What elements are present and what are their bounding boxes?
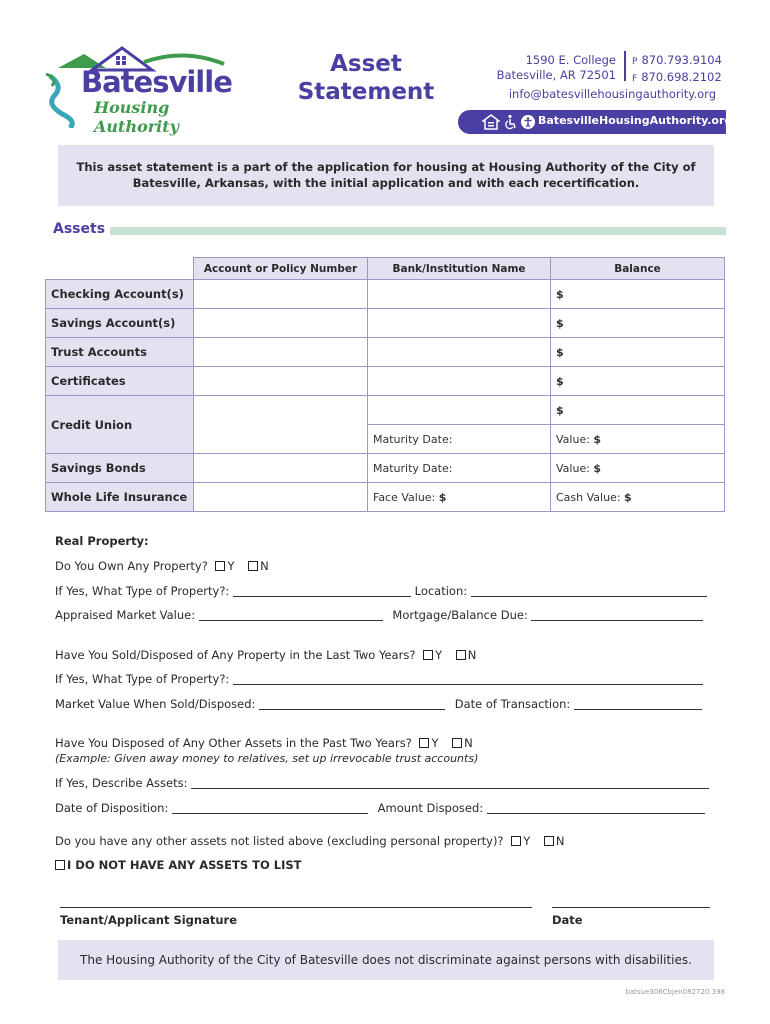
logo-name: Batesville <box>81 65 232 99</box>
phone-block <box>632 53 722 87</box>
row-label-credit-union: Credit Union <box>46 396 194 454</box>
signature-line[interactable] <box>60 907 532 908</box>
property-type-label: If Yes, What Type of Property?: <box>55 584 230 598</box>
savings-account-number-field[interactable] <box>194 309 368 338</box>
equal-housing-icon <box>482 114 500 130</box>
trust-account-number-field[interactable] <box>194 338 368 367</box>
dollar-sign: $ <box>593 432 602 446</box>
table-row <box>46 280 725 309</box>
value-label: Value: <box>556 432 594 446</box>
row-label-trust: Trust Accounts <box>46 338 194 367</box>
phone-label: P <box>632 57 638 67</box>
dollar-sign: $ <box>438 490 447 504</box>
col-bank-name: Bank/Institution Name <box>368 258 551 280</box>
appraised-field[interactable] <box>199 610 383 621</box>
location-field[interactable] <box>471 586 707 597</box>
title-line-2: Statement <box>297 79 435 105</box>
header-blank-cell <box>46 258 194 280</box>
certificates-account-number-field[interactable] <box>194 367 368 396</box>
own-property-row <box>55 559 735 573</box>
disposition-row <box>55 801 735 815</box>
page-title <box>294 50 438 106</box>
assets-table-header <box>46 258 725 280</box>
table-row <box>46 454 725 483</box>
intro-notice: This asset statement is a part of the application for housing at Housing Authority of the City of Batesville, Arkansas, with the initial application and with each recertification. <box>58 145 714 206</box>
describe-assets-row <box>55 776 735 790</box>
life-cash-value-field[interactable] <box>551 483 725 512</box>
dollar-sign: $ <box>593 461 602 475</box>
sold-property-question: Have You Sold/Disposed of Any Property in the Last Two Years? <box>55 648 416 662</box>
credit-union-value-field[interactable] <box>551 425 725 454</box>
other-assets-no-checkbox[interactable] <box>544 836 554 846</box>
trust-balance-field[interactable]: $ <box>551 338 725 367</box>
describe-assets-label: If Yes, Describe Assets: <box>55 776 188 790</box>
face-value-label: Face Value: <box>373 490 439 504</box>
property-type-field[interactable] <box>233 586 411 597</box>
website-bar[interactable] <box>458 110 733 134</box>
savings-bank-field[interactable] <box>368 309 551 338</box>
cash-value-label: Cash Value: <box>556 490 625 504</box>
no-label: N <box>260 559 269 573</box>
address-line-1: 1590 E. College <box>525 53 616 67</box>
other-assets-disposed-question: Have You Disposed of Any Other Assets in the Past Two Years? <box>55 736 412 750</box>
date-disposition-field[interactable] <box>172 803 368 814</box>
row-label-whole-life: Whole Life Insurance <box>46 483 194 512</box>
website-link[interactable]: BatesvilleHousingAuthority.org <box>538 114 733 127</box>
date-line[interactable] <box>552 907 710 908</box>
location-label: Location: <box>414 584 468 598</box>
no-label: N <box>555 834 565 848</box>
row-label-certificates: Certificates <box>46 367 194 396</box>
row-label-savings: Savings Account(s) <box>46 309 194 338</box>
col-account-number: Account or Policy Number <box>194 258 368 280</box>
logo-subtitle: Housing Authority <box>94 98 179 136</box>
bonds-maturity-date-field[interactable]: Maturity Date: <box>368 454 551 483</box>
yes-label: Y <box>431 736 439 750</box>
trust-bank-field[interactable] <box>368 338 551 367</box>
yes-label: Y <box>435 648 443 662</box>
yes-label: Y <box>523 834 531 848</box>
email-link[interactable]: info@batesvillehousingauthority.org <box>508 87 716 101</box>
checking-account-number-field[interactable] <box>194 280 368 309</box>
date-transaction-label: Date of Transaction: <box>454 697 571 711</box>
wheelchair-icon <box>502 114 518 130</box>
no-assets-label: I DO NOT HAVE ANY ASSETS TO LIST <box>67 858 302 872</box>
date-label: Date <box>552 913 583 927</box>
credit-union-bank-field[interactable] <box>368 396 551 425</box>
appraised-label: Appraised Market Value: <box>55 608 196 622</box>
assets-table <box>45 257 725 512</box>
mortgage-label: Mortgage/Balance Due: <box>392 608 528 622</box>
assets-heading-rule <box>110 227 726 235</box>
amount-disposed-field[interactable] <box>487 803 705 814</box>
date-transaction-field[interactable] <box>574 699 702 710</box>
credit-union-maturity-date-field[interactable]: Maturity Date: <box>368 425 551 454</box>
fax-number: 870.698.2102 <box>641 70 722 84</box>
value-label: Value: <box>556 461 594 475</box>
date-disposition-label: Date of Disposition: <box>55 801 169 815</box>
title-line-1: Asset <box>330 51 402 77</box>
disposed-no-checkbox[interactable] <box>452 738 462 748</box>
disposed-yes-checkbox[interactable] <box>419 738 429 748</box>
bonds-account-number-field[interactable] <box>194 454 368 483</box>
phone-number[interactable]: 870.793.9104 <box>641 53 722 67</box>
own-property-question: Do You Own Any Property? <box>55 559 208 573</box>
nondiscrimination-notice: The Housing Authority of the City of Batesville does not discriminate against persons with disabilities. <box>58 940 714 980</box>
checking-balance-field[interactable]: $ <box>551 280 725 309</box>
describe-assets-field[interactable] <box>191 778 709 789</box>
sold-type-label: If Yes, What Type of Property?: <box>55 672 230 686</box>
property-type-row <box>55 584 735 598</box>
form-code: batsue306Cbjen082720.398 <box>625 988 725 996</box>
table-row <box>46 396 725 425</box>
other-assets-yes-checkbox[interactable] <box>511 836 521 846</box>
no-label: N <box>464 736 473 750</box>
sold-type-row <box>55 672 735 686</box>
market-value-field[interactable] <box>259 699 445 710</box>
no-label: N <box>467 648 477 662</box>
address-block <box>496 53 616 83</box>
table-row <box>46 338 725 367</box>
address-line-2: Batesville, AR 72501 <box>496 68 616 82</box>
fax-label: F <box>632 74 638 84</box>
life-face-value-field[interactable] <box>368 483 551 512</box>
table-row <box>46 483 725 512</box>
bonds-value-field[interactable] <box>551 454 725 483</box>
credit-union-account-number-field[interactable] <box>194 396 368 454</box>
market-value-row <box>55 697 735 711</box>
accessibility-person-icon <box>520 114 536 130</box>
certificates-bank-field[interactable] <box>368 367 551 396</box>
row-label-savings-bonds: Savings Bonds <box>46 454 194 483</box>
own-property-no-checkbox[interactable] <box>248 561 258 571</box>
row-label-checking: Checking Account(s) <box>46 280 194 309</box>
col-balance: Balance <box>551 258 725 280</box>
sold-property-no-checkbox[interactable] <box>456 650 466 660</box>
real-property-heading: Real Property: <box>55 534 149 548</box>
dollar-sign: $ <box>624 490 632 504</box>
other-assets-row <box>55 834 735 848</box>
other-assets-disposed-row <box>55 736 735 750</box>
accessibility-icons <box>482 113 536 131</box>
other-assets-question: Do you have any other assets not listed above (excluding personal property)? <box>55 834 504 848</box>
mortgage-field[interactable] <box>531 610 703 621</box>
yes-label: Y <box>227 559 235 573</box>
sold-property-yes-checkbox[interactable] <box>423 650 433 660</box>
contact-divider <box>624 51 626 81</box>
sold-type-field[interactable] <box>233 674 703 685</box>
life-policy-number-field[interactable] <box>194 483 368 512</box>
checking-bank-field[interactable] <box>368 280 551 309</box>
appraised-row <box>55 608 735 622</box>
own-property-yes-checkbox[interactable] <box>215 561 225 571</box>
certificates-balance-field[interactable]: $ <box>551 367 725 396</box>
signature-label: Tenant/Applicant Signature <box>60 913 238 927</box>
sold-property-row <box>55 648 735 662</box>
disposed-example: (Example: Given away money to relatives, set up irrevocable trust accounts) <box>55 752 479 765</box>
batesville-logo <box>44 46 244 136</box>
no-assets-checkbox[interactable] <box>55 860 65 870</box>
amount-disposed-label: Amount Disposed: <box>377 801 484 815</box>
savings-balance-field[interactable]: $ <box>551 309 725 338</box>
table-row <box>46 367 725 396</box>
no-assets-row <box>55 858 735 872</box>
market-value-label: Market Value When Sold/Disposed: <box>55 697 256 711</box>
credit-union-balance-field[interactable]: $ <box>551 396 725 425</box>
assets-heading: Assets <box>53 221 106 237</box>
table-row <box>46 309 725 338</box>
